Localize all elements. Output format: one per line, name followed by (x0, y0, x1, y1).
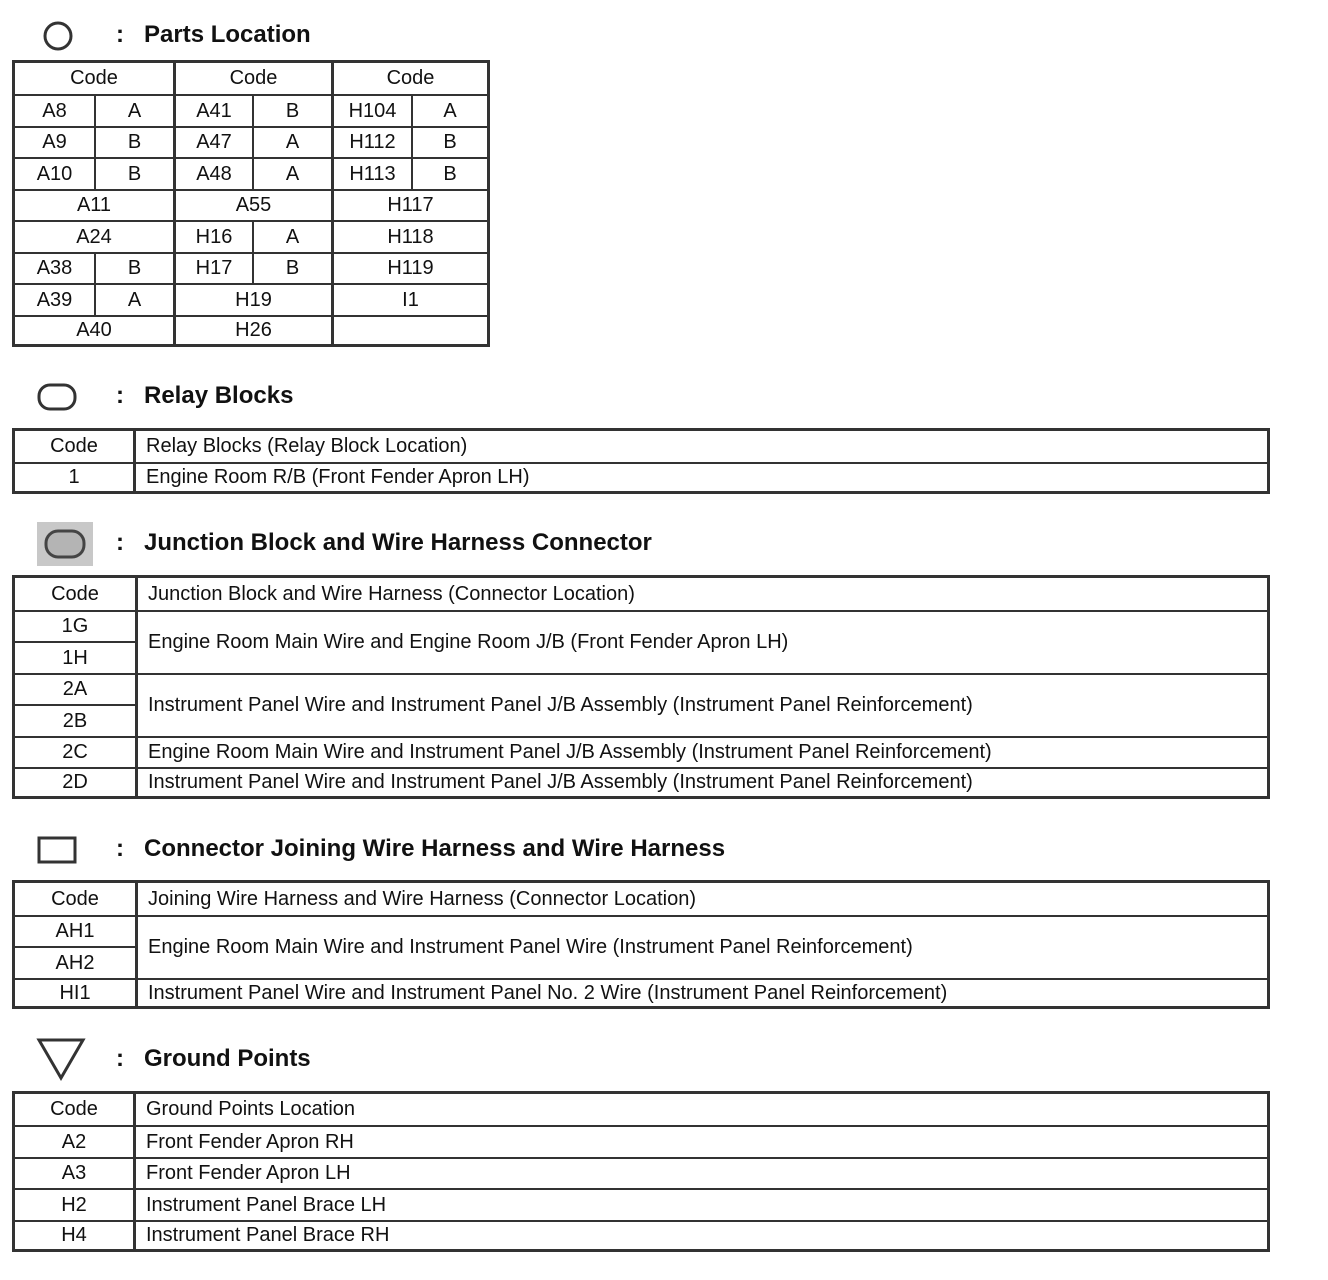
ground-location: Front Fender Apron RH (133, 1125, 1267, 1157)
part-location: B (94, 126, 173, 157)
ground-location: Front Fender Apron LH (133, 1157, 1267, 1188)
part-code: H26 (173, 315, 331, 344)
column-header: Code (331, 63, 487, 94)
empty-cell (331, 315, 487, 344)
junction-code: 1H (15, 641, 135, 673)
ground-code: A2 (15, 1125, 133, 1157)
relay-location: Engine Room R/B (Front Fender Apron LH) (133, 462, 1267, 491)
part-code: H112 (331, 126, 411, 157)
ground-points-heading: : Ground Points (0, 1039, 1328, 1079)
part-code: A8 (15, 94, 94, 126)
junction-location: Instrument Panel Wire and Instrument Panel J/B Assembly (Instrument Panel Reinforcement) (135, 767, 1267, 796)
part-code: A47 (173, 126, 252, 157)
part-location: B (252, 252, 331, 283)
part-code: H119 (331, 252, 487, 283)
column-header: Junction Block and Wire Harness (Connector Location) (135, 578, 1267, 610)
connector-code: AH2 (15, 946, 135, 978)
junction-code: 2A (15, 673, 135, 704)
column-header: Code (173, 63, 331, 94)
ground-code: H4 (15, 1220, 133, 1249)
part-code: H117 (331, 189, 487, 220)
section-title: Parts Location (144, 21, 311, 48)
junction-code: 2D (15, 767, 135, 796)
junction-location: Instrument Panel Wire and Instrument Panel J/B Assembly (Instrument Panel Reinforcement) (135, 673, 1267, 736)
part-location: B (94, 252, 173, 283)
section-title: Ground Points (144, 1045, 311, 1072)
part-location: A (252, 126, 331, 157)
part-location: A (252, 157, 331, 189)
part-code: H16 (173, 220, 252, 252)
ground-points-table (12, 1091, 1270, 1252)
connector-joining-table (12, 880, 1270, 1009)
part-code: H104 (331, 94, 411, 126)
triangle-down-icon (36, 1037, 88, 1083)
column-header: Ground Points Location (133, 1094, 1267, 1125)
column-header: Code (51, 582, 99, 605)
section-title: Relay Blocks (144, 382, 294, 409)
connector-code: AH1 (15, 915, 135, 946)
ground-location: Instrument Panel Brace LH (133, 1188, 1267, 1220)
part-location: A (252, 220, 331, 252)
parts-location-table (12, 60, 490, 347)
column-header: Code (51, 887, 99, 910)
ground-code: H2 (15, 1188, 133, 1220)
column-header: Code (70, 67, 118, 89)
relay-code: 1 (15, 462, 133, 491)
part-location: B (252, 94, 331, 126)
shaded-rounded-rect-icon (36, 521, 94, 567)
part-location: A (411, 94, 487, 126)
part-code: A40 (15, 315, 173, 344)
junction-code: 1G (15, 610, 135, 641)
part-code: A24 (15, 220, 173, 252)
circle-icon (36, 19, 76, 53)
connector-joining-heading: : Connector Joining Wire Harness and Wire Harness (0, 829, 1328, 869)
part-code: A10 (15, 157, 94, 189)
parts-location-heading: : Parts Location (0, 15, 1328, 55)
column-header: Relay Blocks (Relay Block Location) (133, 431, 1267, 462)
junction-code: 2B (15, 704, 135, 736)
part-code: A11 (15, 189, 173, 220)
connector-location: Instrument Panel Wire and Instrument Panel No. 2 Wire (Instrument Panel Reinforcement) (135, 978, 1267, 1006)
ground-code: A3 (15, 1157, 133, 1188)
column-header: Code (50, 1098, 98, 1120)
part-code: A55 (173, 189, 331, 220)
junction-location: Engine Room Main Wire and Instrument Panel J/B Assembly (Instrument Panel Reinforcement) (135, 736, 1267, 767)
part-location: A (94, 94, 173, 126)
part-location: B (411, 126, 487, 157)
part-code: H17 (173, 252, 252, 283)
junction-location: Engine Room Main Wire and Engine Room J/B (Front Fender Apron LH) (135, 610, 1267, 673)
ground-location: Instrument Panel Brace RH (133, 1220, 1267, 1249)
part-location: A (94, 283, 173, 315)
part-code: A41 (173, 94, 252, 126)
column-header: Joining Wire Harness and Wire Harness (Connector Location) (135, 883, 1267, 915)
rectangle-icon (36, 834, 80, 866)
part-code: A48 (173, 157, 252, 189)
section-title: Connector Joining Wire Harness and Wire Harness (144, 835, 726, 862)
part-code: A9 (15, 126, 94, 157)
rounded-rect-icon (36, 380, 80, 412)
relay-blocks-table (12, 428, 1270, 494)
part-code: I1 (331, 283, 487, 315)
column-header: Code (50, 435, 98, 457)
part-code: A38 (15, 252, 94, 283)
connector-code: HI1 (15, 978, 135, 1006)
connector-location: Engine Room Main Wire and Instrument Panel Wire (Instrument Panel Reinforcement) (135, 915, 1267, 978)
part-code: H113 (331, 157, 411, 189)
section-title: Junction Block and Wire Harness Connector (144, 529, 652, 556)
part-location: B (411, 157, 487, 189)
part-location: B (94, 157, 173, 189)
junction-code: 2C (15, 736, 135, 767)
junction-block-heading: : Junction Block and Wire Harness Connector (0, 523, 1328, 563)
relay-blocks-heading: : Relay Blocks (0, 376, 1328, 416)
part-code: A39 (15, 283, 94, 315)
part-code: H118 (331, 220, 487, 252)
junction-block-table (12, 575, 1270, 799)
part-code: H19 (173, 283, 331, 315)
